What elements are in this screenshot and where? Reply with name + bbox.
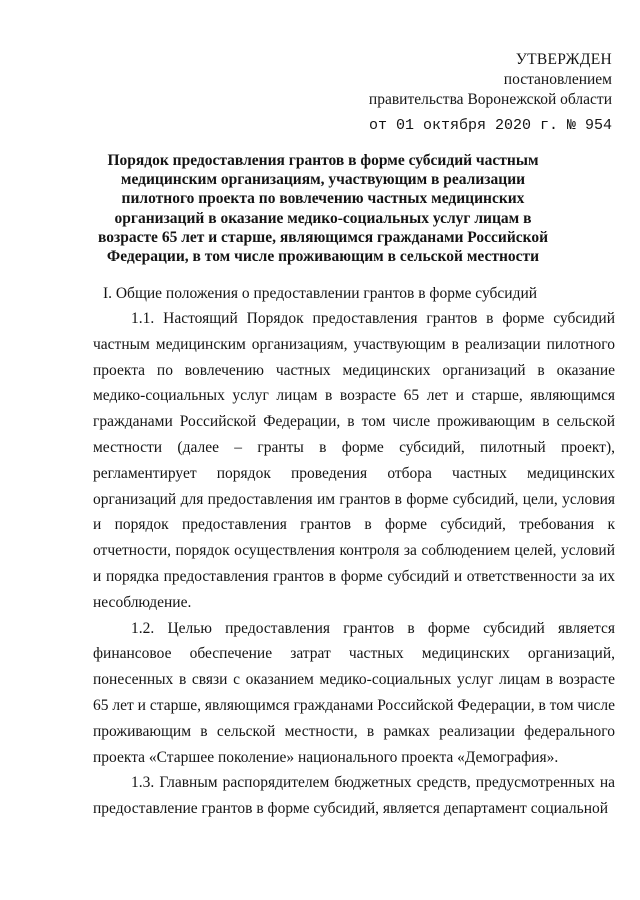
paragraph-1-1: 1.1. Настоящий Порядок предоставления грантов в форме субсидий частным медицинским организациям, участвующим в реализации пилотного проекта по вовлечению частных медицинских организаций в оказание медико-социальных услуг лицам в возрасте 65 лет и старше, являющимся гражданами Российской Федерации, в том числе проживающим в сельской местности (далее – гранты в форме субсидий, пилотный проект), регламентирует порядок проведения отбора частных медицинских организаций для предоставления им грантов в форме субсидий, цели, условия и порядок предоставления грантов в форме субсидий, требования к отчетности, порядок осуществления контроля за соблюдением целей, условий и порядка предоставления грантов в форме субсидий и ответственности за их несоблюдение. bbox=[93, 310, 615, 611]
approval-date: от 01 октября 2020 г. № 954 bbox=[368, 117, 612, 134]
paragraph-1-3: 1.3. Главным распорядителем бюджетных средств, предусмотренных на предоставление грантов в форме субсидий, является департамент социальной bbox=[93, 774, 615, 818]
document-body bbox=[93, 306, 615, 822]
approval-stamp bbox=[369, 50, 612, 136]
approval-line-government: правительства Воронежской области bbox=[368, 91, 612, 108]
section-heading: I. Общие положения о предоставлении грантов в форме субсидий bbox=[102, 285, 538, 302]
paragraph-1-2: 1.2. Целью предоставления грантов в форме субсидий является финансовое обеспечение затрат частных медицинских организаций, понесенных в связи с оказанием медико-социальных услуг лицам в возрасте 65 лет и старше, являющимся гражданами Российской Федерации, в том числе проживающим в сельской местности, в рамках реализации федерального проекта «Старшее поколение» национального проекта «Демография». bbox=[93, 619, 615, 766]
document-title: Порядок предоставления грантов в форме субсидий частным медицинским организациям, участвующим в реализации пилотного проекта по вовлечению частных медицинских организаций в оказание медико-социальных услуг лицам в возрасте 65 лет и старше, являющимся гражданами Российской Федерации, в том числе проживающим в сельской местности bbox=[97, 152, 549, 266]
approval-line-resolution: постановлением bbox=[503, 71, 612, 88]
approval-title: УТВЕРЖДЕН bbox=[515, 51, 612, 68]
